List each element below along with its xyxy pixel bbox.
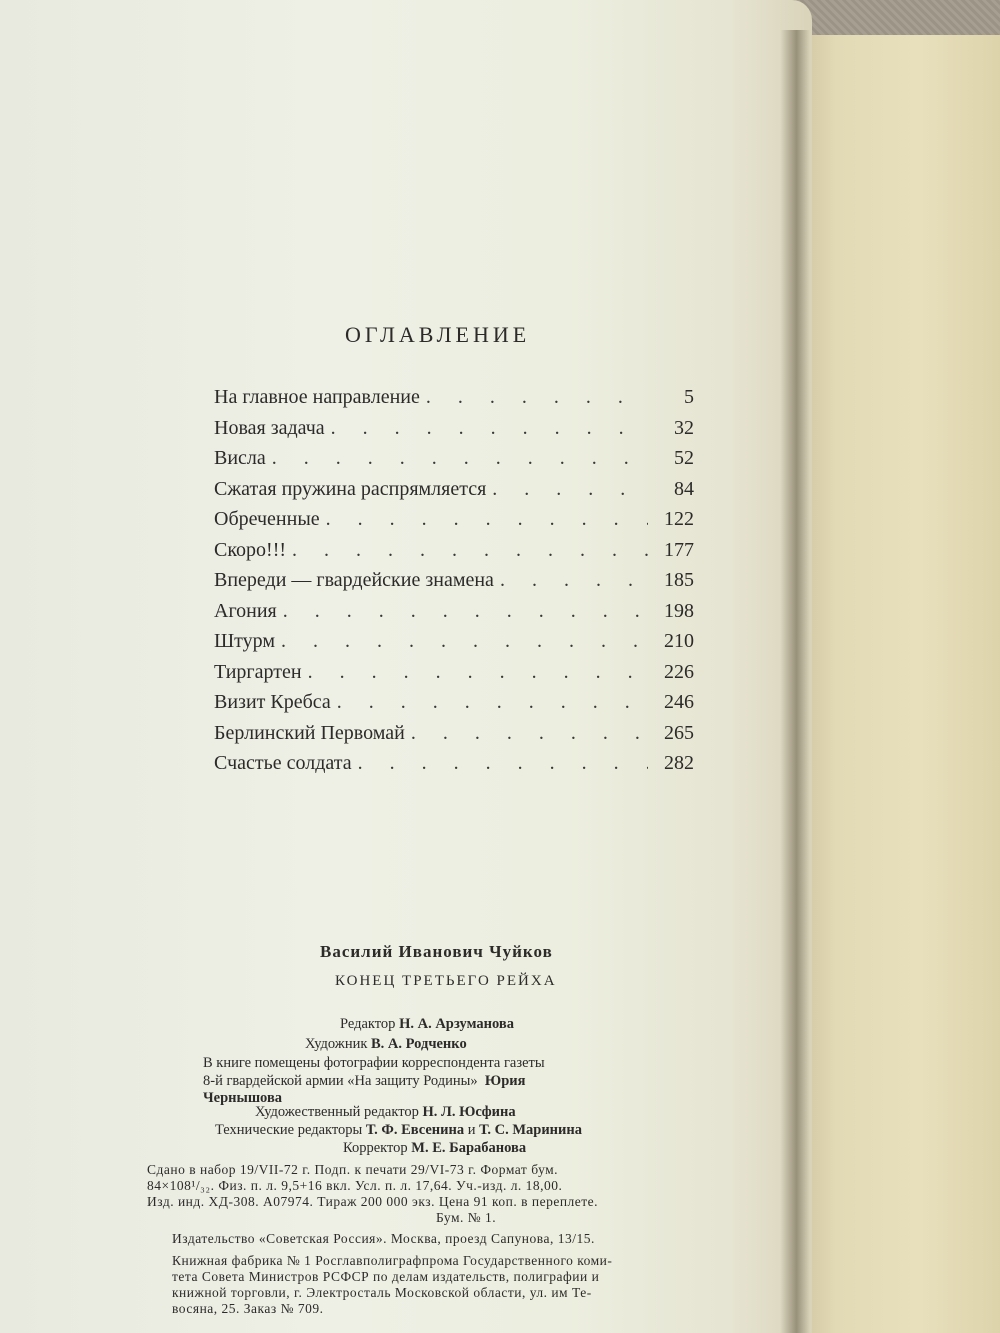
print-line-3: Изд. инд. ХД-308. А07974. Тираж 200 000 экз. Цена 91 коп. в переплете. — [147, 1194, 599, 1209]
toc-entry-page: 198 — [664, 599, 694, 622]
toc-entry-page: 265 — [664, 721, 694, 744]
print-line-2: 84×108¹/₃₂. Физ. п. л. 9,5+16 вкл. Усл. п. л. 17,64. Уч.-изд. л. 18,00. — [147, 1178, 563, 1193]
toc-entry-label: Берлинский Первомай — [214, 721, 405, 744]
tech-editors-label: Технические редакторы — [215, 1122, 363, 1138]
toc-entry — [214, 478, 694, 509]
toc-entry-page: 32 — [674, 416, 694, 439]
toc-leader-dots — [500, 569, 648, 592]
toc-entry-label: Новая задача — [214, 416, 325, 439]
print-line-4: Бум. № 1. — [436, 1210, 497, 1225]
editor-name: Н. А. Арзуманова — [399, 1016, 514, 1032]
tech-editors-line — [215, 1122, 582, 1139]
photographer-first-name: Юрия — [484, 1073, 526, 1089]
toc-entry-page: 52 — [674, 447, 694, 469]
photo-line-2 — [203, 1073, 525, 1090]
toc-entry-label: На главное направление — [214, 386, 420, 408]
toc-entry — [214, 661, 694, 692]
proofreader-name: М. Е. Барабанова — [411, 1140, 527, 1156]
toc-leader-dots — [411, 722, 648, 745]
toc-entry-label: Скоро!!! — [214, 538, 287, 561]
toc-entry-label: Висла — [214, 447, 266, 469]
factory-line-3: книжной торговли, г. Электросталь Московской области, ул. им Те- — [172, 1285, 592, 1300]
publisher-line: Издательство «Советская Россия». Москва, проезд Сапунова, 13/15. — [172, 1231, 595, 1246]
toc-leader-dots — [272, 447, 648, 470]
toc-entry-page: 84 — [674, 477, 694, 500]
photo-line-1: В книге помещены фотографии корреспондента газеты — [203, 1055, 545, 1071]
proofreader-label: Корректор — [343, 1140, 408, 1156]
toc-leader-dots — [283, 600, 648, 623]
toc-entry — [214, 752, 694, 783]
toc-entry-page: 122 — [664, 508, 694, 530]
toc-entry-label: Тиргартен — [214, 660, 302, 683]
print-line-1: Сдано в набор 19/VII-72 г. Подп. к печати 29/VI-73 г. Формат бум. — [147, 1162, 559, 1177]
toc-entry — [214, 722, 694, 753]
tech-editor-1: Т. Ф. Евсенина — [365, 1122, 465, 1138]
toc-entry-label: Впереди — гвардейские знамена — [214, 569, 494, 591]
toc-entry-page: 5 — [684, 386, 694, 408]
toc-leader-dots — [292, 539, 648, 562]
tech-editor-2: Т. С. Маринина — [479, 1122, 582, 1138]
toc-title: ОГЛАВЛЕНИЕ — [345, 322, 531, 347]
toc-entry-label: Счастье солдата — [214, 752, 352, 774]
editor-label: Редактор — [340, 1016, 396, 1032]
toc-entry-page: 210 — [664, 630, 694, 652]
art-editor-label: Художественный редактор — [255, 1104, 419, 1120]
toc-entry — [214, 508, 694, 539]
toc-entry-page: 226 — [664, 660, 694, 683]
toc-leader-dots — [492, 478, 648, 501]
toc-entry-label: Сжатая пружина распрямляется — [214, 477, 487, 500]
factory-line-4: восяна, 25. Заказ № 709. — [172, 1301, 324, 1316]
factory-line-1: Книжная фабрика № 1 Росглавполиграфпрома Государственного коми- — [172, 1253, 613, 1268]
toc-entry — [214, 600, 694, 631]
table-of-contents — [214, 386, 694, 783]
gutter-shadow — [780, 30, 810, 1333]
proofreader-line — [343, 1140, 526, 1157]
toc-entry-page: 185 — [664, 569, 694, 591]
factory-line-2: тета Совета Министров РСФСР по делам издательств, полиграфии и — [172, 1269, 600, 1284]
author-name: Василий Иванович Чуйков — [320, 942, 553, 961]
toc-entry — [214, 417, 694, 448]
toc-entry — [214, 691, 694, 722]
artist-name: В. А. Родченко — [371, 1036, 467, 1052]
toc-entry-label: Обреченные — [214, 508, 320, 530]
toc-leader-dots — [426, 386, 648, 409]
toc-entry — [214, 447, 694, 478]
toc-entry-page: 177 — [664, 538, 694, 561]
photographer-last-name: Чернышова — [203, 1090, 283, 1106]
book-title: КОНЕЦ ТРЕТЬЕГО РЕЙХА — [335, 973, 557, 989]
toc-leader-dots — [358, 752, 648, 775]
toc-leader-dots — [337, 691, 648, 714]
toc-entry — [214, 386, 694, 417]
toc-entry-label: Штурм — [214, 630, 276, 652]
art-editor-name: Н. Л. Юсфина — [422, 1104, 516, 1120]
toc-leader-dots — [331, 417, 648, 440]
toc-leader-dots — [281, 630, 648, 653]
artist-label: Художник — [305, 1036, 368, 1052]
toc-entry-label: Агония — [214, 599, 277, 622]
toc-leader-dots — [326, 508, 648, 531]
toc-entry-page: 246 — [664, 691, 694, 713]
toc-entry-label: Визит Кребса — [214, 691, 331, 713]
toc-entry — [214, 539, 694, 570]
photo-line-2-text: 8-й гвардейской армии «На защиту Родины» — [203, 1073, 478, 1089]
tech-and: и — [467, 1122, 476, 1138]
artist-line — [305, 1036, 467, 1053]
facing-page — [795, 35, 1000, 1333]
toc-entry — [214, 569, 694, 600]
toc-leader-dots — [308, 661, 648, 684]
art-editor-line — [255, 1104, 516, 1121]
toc-entry-page: 282 — [664, 752, 694, 774]
toc-entry — [214, 630, 694, 661]
editor-line — [340, 1016, 514, 1033]
